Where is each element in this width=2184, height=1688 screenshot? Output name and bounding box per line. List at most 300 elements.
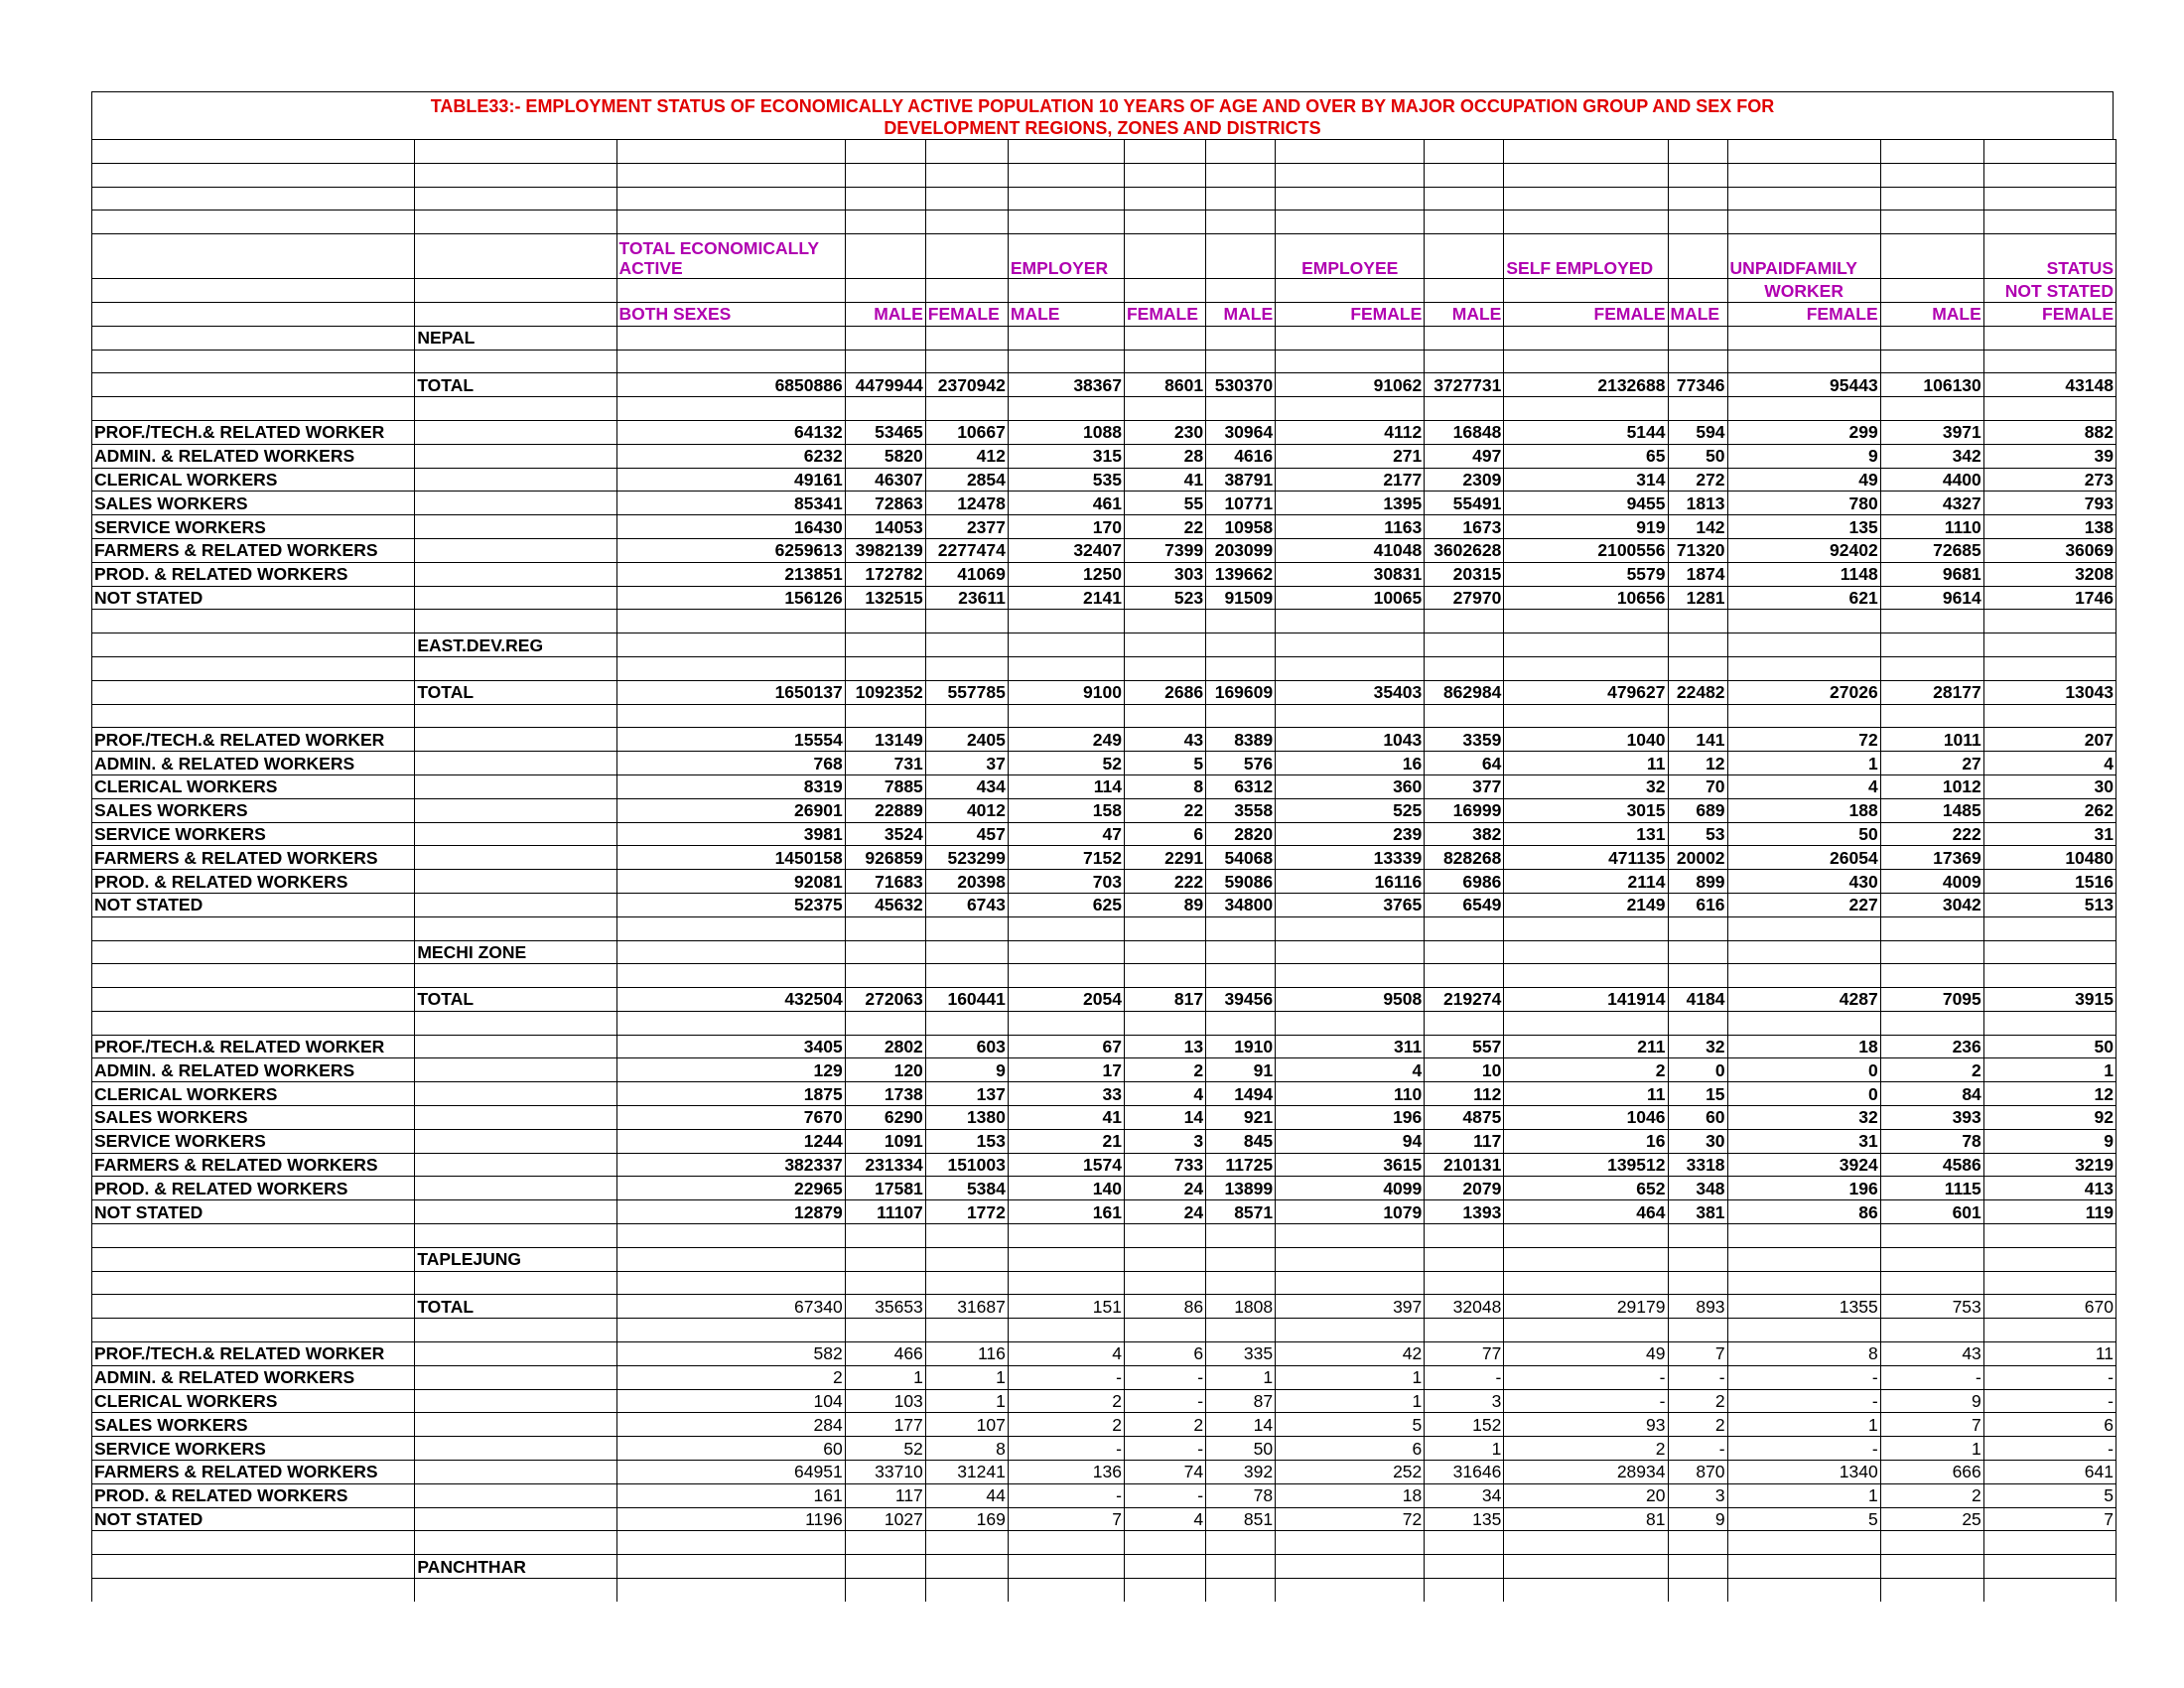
row-label: FARMERS & RELATED WORKERS	[92, 1153, 415, 1177]
value-cell: 30	[1668, 1129, 1727, 1153]
value-cell: 3971	[1880, 420, 1983, 444]
subheader-male: MALE	[1425, 302, 1504, 326]
value-cell: 4586	[1880, 1153, 1983, 1177]
value-cell: 25	[1880, 1507, 1983, 1531]
occupation-row	[92, 538, 2116, 562]
row-label: FARMERS & RELATED WORKERS	[92, 846, 415, 870]
value-cell: 35653	[845, 1295, 925, 1319]
value-cell: 210131	[1425, 1153, 1504, 1177]
value-cell: 2141	[1008, 586, 1124, 610]
value-cell: 2054	[1008, 988, 1124, 1012]
occupation-row	[92, 1177, 2116, 1200]
value-cell: 53465	[845, 420, 925, 444]
occupation-row	[92, 1389, 2116, 1413]
value-cell: 4327	[1880, 492, 1983, 515]
value-cell: 4184	[1668, 988, 1727, 1012]
section-name: NEPAL	[415, 326, 616, 350]
value-cell: 94	[1276, 1129, 1425, 1153]
value-cell: 2	[1504, 1437, 1668, 1461]
row-label: NOT STATED	[92, 586, 415, 610]
value-cell: 158	[1008, 798, 1124, 822]
value-cell: 28934	[1504, 1461, 1668, 1484]
value-cell: 5	[1124, 752, 1205, 775]
value-cell: 3602628	[1425, 538, 1504, 562]
value-cell: 3982139	[845, 538, 925, 562]
row-label: PROD. & RELATED WORKERS	[92, 562, 415, 586]
value-cell: 4	[1727, 774, 1880, 798]
value-cell: 141914	[1504, 988, 1668, 1012]
value-cell: 24	[1124, 1177, 1205, 1200]
row-label: PROD. & RELATED WORKERS	[92, 870, 415, 894]
value-cell: 1079	[1276, 1200, 1425, 1224]
value-cell: 284	[616, 1413, 845, 1437]
value-cell: 10065	[1276, 586, 1425, 610]
value-cell: -	[1425, 1365, 1504, 1389]
value-cell: 670	[1983, 1295, 2116, 1319]
value-cell: 54068	[1206, 846, 1276, 870]
value-cell: 20002	[1668, 846, 1727, 870]
value-cell: 26054	[1727, 846, 1880, 870]
value-cell: 11	[1504, 752, 1668, 775]
value-cell: -	[1124, 1483, 1205, 1507]
value-cell: 156126	[616, 586, 845, 610]
row-label: TOTAL	[415, 988, 616, 1012]
value-cell: 535	[1008, 468, 1124, 492]
value-cell: 106130	[1880, 373, 1983, 397]
value-cell: 22	[1124, 798, 1205, 822]
header-row-2	[92, 279, 2116, 303]
value-cell: 21	[1008, 1129, 1124, 1153]
occupation-row	[92, 420, 2116, 444]
value-cell: 41	[1124, 468, 1205, 492]
value-cell: -	[1880, 1365, 1983, 1389]
value-cell: 60	[1668, 1106, 1727, 1130]
value-cell: 1027	[845, 1507, 925, 1531]
value-cell: 1281	[1668, 586, 1727, 610]
section-header-row	[92, 1555, 2116, 1579]
row-label: SERVICE WORKERS	[92, 1129, 415, 1153]
value-cell: 10	[1425, 1058, 1504, 1082]
value-cell: 1746	[1983, 586, 2116, 610]
value-cell: 466	[845, 1342, 925, 1366]
value-cell: 430	[1727, 870, 1880, 894]
value-cell: 1	[845, 1365, 925, 1389]
value-cell: 793	[1983, 492, 2116, 515]
value-cell: 753	[1880, 1295, 1983, 1319]
value-cell: 20315	[1425, 562, 1504, 586]
value-cell: 117	[845, 1483, 925, 1507]
value-cell: 2	[1008, 1389, 1124, 1413]
value-cell: 703	[1008, 870, 1124, 894]
value-cell: 119	[1983, 1200, 2116, 1224]
occupation-row	[92, 586, 2116, 610]
row-label: PROF./TECH.& RELATED WORKER	[92, 1035, 415, 1058]
value-cell: 381	[1668, 1200, 1727, 1224]
value-cell: 72685	[1880, 538, 1983, 562]
value-cell: 28	[1124, 444, 1205, 468]
value-cell: 172782	[845, 562, 925, 586]
value-cell: 315	[1008, 444, 1124, 468]
value-cell: 43	[1880, 1342, 1983, 1366]
occupation-row	[92, 1106, 2116, 1130]
value-cell: 231334	[845, 1153, 925, 1177]
row-label: SALES WORKERS	[92, 798, 415, 822]
value-cell: 47	[1008, 822, 1124, 846]
row-label: FARMERS & RELATED WORKERS	[92, 538, 415, 562]
occupation-row	[92, 728, 2116, 752]
value-cell: 601	[1880, 1200, 1983, 1224]
occupation-row	[92, 1507, 2116, 1531]
value-cell: 50	[1206, 1437, 1276, 1461]
value-cell: -	[1668, 1365, 1727, 1389]
header-employee: EMPLOYEE	[1276, 234, 1425, 279]
value-cell: 92081	[616, 870, 845, 894]
value-cell: 8	[1727, 1342, 1880, 1366]
value-cell: 513	[1983, 893, 2116, 916]
value-cell: 85341	[616, 492, 845, 515]
value-cell: 6986	[1425, 870, 1504, 894]
value-cell: 397	[1276, 1295, 1425, 1319]
value-cell: 8319	[616, 774, 845, 798]
value-cell: 39	[1983, 444, 2116, 468]
value-cell: -	[1124, 1389, 1205, 1413]
value-cell: 152	[1425, 1413, 1504, 1437]
row-label: CLERICAL WORKERS	[92, 774, 415, 798]
subheader-male: MALE	[1008, 302, 1124, 326]
value-cell: 16	[1504, 1129, 1668, 1153]
subheader-male: MALE	[1668, 302, 1727, 326]
value-cell: 31	[1983, 822, 2116, 846]
header-row-1	[92, 234, 2116, 279]
section-header-row	[92, 940, 2116, 964]
value-cell: 9614	[1880, 586, 1983, 610]
value-cell: 8601	[1124, 373, 1205, 397]
value-cell: 30831	[1276, 562, 1425, 586]
value-cell: 1340	[1727, 1461, 1880, 1484]
value-cell: 3615	[1276, 1153, 1425, 1177]
value-cell: 464	[1504, 1200, 1668, 1224]
value-cell: 107	[925, 1413, 1008, 1437]
value-cell: 31646	[1425, 1461, 1504, 1484]
value-cell: 64132	[616, 420, 845, 444]
header-self-employed: SELF EMPLOYED	[1504, 234, 1668, 279]
value-cell: 4112	[1276, 420, 1425, 444]
value-cell: 15	[1668, 1082, 1727, 1106]
value-cell: 7	[1008, 1507, 1124, 1531]
blank-row	[92, 1271, 2116, 1295]
value-cell: 11107	[845, 1200, 925, 1224]
row-label: ADMIN. & RELATED WORKERS	[92, 444, 415, 468]
value-cell: 4875	[1425, 1106, 1504, 1130]
value-cell: 104	[616, 1389, 845, 1413]
value-cell: 211	[1504, 1035, 1668, 1058]
table-container	[91, 91, 2116, 1602]
value-cell: 6549	[1425, 893, 1504, 916]
value-cell: 3924	[1727, 1153, 1880, 1177]
value-cell: 2132688	[1504, 373, 1668, 397]
value-cell: 74	[1124, 1461, 1205, 1484]
value-cell: 7152	[1008, 846, 1124, 870]
row-label: TOTAL	[415, 1295, 616, 1319]
occupation-row	[92, 1342, 2116, 1366]
value-cell: 2802	[845, 1035, 925, 1058]
blank-row	[92, 1319, 2116, 1342]
row-label: SERVICE WORKERS	[92, 1437, 415, 1461]
value-cell: 13043	[1983, 680, 2116, 704]
value-cell: 9	[1983, 1129, 2116, 1153]
value-cell: 35403	[1276, 680, 1425, 704]
value-cell: 7399	[1124, 538, 1205, 562]
value-cell: 3015	[1504, 798, 1668, 822]
value-cell: 9	[925, 1058, 1008, 1082]
value-cell: 2177	[1276, 468, 1425, 492]
value-cell: 616	[1668, 893, 1727, 916]
value-cell: 196	[1727, 1177, 1880, 1200]
value-cell: 457	[925, 822, 1008, 846]
value-cell: 13339	[1276, 846, 1425, 870]
occupation-row	[92, 468, 2116, 492]
value-cell: 1355	[1727, 1295, 1880, 1319]
occupation-row	[92, 1129, 2116, 1153]
value-cell: 5384	[925, 1177, 1008, 1200]
value-cell: 86	[1727, 1200, 1880, 1224]
value-cell: 28177	[1880, 680, 1983, 704]
occupation-row	[92, 798, 2116, 822]
value-cell: 4012	[925, 798, 1008, 822]
value-cell: 34800	[1206, 893, 1276, 916]
value-cell: 22482	[1668, 680, 1727, 704]
value-cell: 49	[1727, 468, 1880, 492]
value-cell: 9508	[1276, 988, 1425, 1012]
value-cell: 870	[1668, 1461, 1727, 1484]
value-cell: 273	[1983, 468, 2116, 492]
value-cell: 70	[1668, 774, 1727, 798]
occupation-row	[92, 870, 2116, 894]
value-cell: 89	[1124, 893, 1205, 916]
value-cell: 60	[616, 1437, 845, 1461]
value-cell: 780	[1727, 492, 1880, 515]
value-cell: 851	[1206, 1507, 1276, 1531]
value-cell: 2149	[1504, 893, 1668, 916]
value-cell: 12478	[925, 492, 1008, 515]
occupation-row	[92, 1413, 2116, 1437]
row-label: CLERICAL WORKERS	[92, 468, 415, 492]
value-cell: 3359	[1425, 728, 1504, 752]
value-cell: 10958	[1206, 515, 1276, 539]
value-cell: 52	[1008, 752, 1124, 775]
value-cell: 523	[1124, 586, 1205, 610]
value-cell: 4479944	[845, 373, 925, 397]
value-cell: 91062	[1276, 373, 1425, 397]
value-cell: 335	[1206, 1342, 1276, 1366]
value-cell: 13149	[845, 728, 925, 752]
value-cell: 91509	[1206, 586, 1276, 610]
value-cell: 2079	[1425, 1177, 1504, 1200]
value-cell: 1772	[925, 1200, 1008, 1224]
value-cell: 689	[1668, 798, 1727, 822]
value-cell: 14	[1124, 1106, 1205, 1130]
value-cell: 72	[1276, 1507, 1425, 1531]
value-cell: 71320	[1668, 538, 1727, 562]
value-cell: 314	[1504, 468, 1668, 492]
value-cell: 2377	[925, 515, 1008, 539]
value-cell: 142	[1668, 515, 1727, 539]
row-label: NOT STATED	[92, 893, 415, 916]
occupation-row	[92, 492, 2116, 515]
value-cell: 46307	[845, 468, 925, 492]
value-cell: 161	[616, 1483, 845, 1507]
value-cell: 603	[925, 1035, 1008, 1058]
value-cell: 1046	[1504, 1106, 1668, 1130]
value-cell: 1380	[925, 1106, 1008, 1130]
value-cell: 49161	[616, 468, 845, 492]
value-cell: 4400	[1880, 468, 1983, 492]
value-cell: 136	[1008, 1461, 1124, 1484]
value-cell: 42	[1276, 1342, 1425, 1366]
value-cell: 4616	[1206, 444, 1276, 468]
value-cell: 6	[1983, 1413, 2116, 1437]
value-cell: 17581	[845, 1177, 925, 1200]
value-cell: 11	[1504, 1082, 1668, 1106]
value-cell: 3524	[845, 822, 925, 846]
value-cell: 41048	[1276, 538, 1425, 562]
value-cell: 342	[1880, 444, 1983, 468]
value-cell: 2	[1504, 1058, 1668, 1082]
value-cell: 30	[1983, 774, 2116, 798]
value-cell: 1040	[1504, 728, 1668, 752]
value-cell: 67340	[616, 1295, 845, 1319]
row-label: ADMIN. & RELATED WORKERS	[92, 1058, 415, 1082]
header-status: STATUS	[1983, 234, 2116, 279]
value-cell: 50	[1668, 444, 1727, 468]
value-cell: -	[1983, 1437, 2116, 1461]
value-cell: 17369	[1880, 846, 1983, 870]
value-cell: 9	[1880, 1389, 1983, 1413]
header-unpaid-family: UNPAIDFAMILY	[1727, 234, 1880, 279]
value-cell: 67	[1008, 1035, 1124, 1058]
value-cell: 893	[1668, 1295, 1727, 1319]
value-cell: 1485	[1880, 798, 1983, 822]
occupation-row	[92, 444, 2116, 468]
row-label: SALES WORKERS	[92, 1106, 415, 1130]
value-cell: 1673	[1425, 515, 1504, 539]
value-cell: 8	[1124, 774, 1205, 798]
value-cell: 3	[1124, 1129, 1205, 1153]
value-cell: 0	[1668, 1058, 1727, 1082]
value-cell: 78	[1206, 1483, 1276, 1507]
occupation-row	[92, 846, 2116, 870]
value-cell: 141	[1668, 728, 1727, 752]
value-cell: 530370	[1206, 373, 1276, 397]
value-cell: 1516	[1983, 870, 2116, 894]
table-body	[92, 140, 2116, 1602]
row-label: CLERICAL WORKERS	[92, 1389, 415, 1413]
value-cell: 1	[1276, 1365, 1425, 1389]
value-cell: -	[1504, 1365, 1668, 1389]
value-cell: 2	[1124, 1413, 1205, 1437]
value-cell: 7	[1668, 1342, 1727, 1366]
row-label: SERVICE WORKERS	[92, 822, 415, 846]
value-cell: 55491	[1425, 492, 1504, 515]
value-cell: 86	[1124, 1295, 1205, 1319]
value-cell: 899	[1668, 870, 1727, 894]
value-cell: 1	[925, 1365, 1008, 1389]
value-cell: 161	[1008, 1200, 1124, 1224]
value-cell: 38791	[1206, 468, 1276, 492]
value-cell: 87	[1206, 1389, 1276, 1413]
value-cell: 6259613	[616, 538, 845, 562]
value-cell: 1813	[1668, 492, 1727, 515]
row-label: PROF./TECH.& RELATED WORKER	[92, 420, 415, 444]
occupation-row	[92, 1035, 2116, 1058]
value-cell: 3318	[1668, 1153, 1727, 1177]
value-cell: 71683	[845, 870, 925, 894]
value-cell: 2686	[1124, 680, 1205, 704]
value-cell: 52	[845, 1437, 925, 1461]
value-cell: 36069	[1983, 538, 2116, 562]
value-cell: 4009	[1880, 870, 1983, 894]
value-cell: 41	[1008, 1106, 1124, 1130]
value-cell: 461	[1008, 492, 1124, 515]
value-cell: 137	[925, 1082, 1008, 1106]
value-cell: 227	[1727, 893, 1880, 916]
section-name: MECHI ZONE	[415, 940, 616, 964]
blank-row	[92, 610, 2116, 633]
value-cell: 92	[1983, 1106, 2116, 1130]
value-cell: 33	[1008, 1082, 1124, 1106]
blank-row	[92, 1579, 2116, 1602]
value-cell: 196	[1276, 1106, 1425, 1130]
value-cell: 3558	[1206, 798, 1276, 822]
value-cell: 412	[925, 444, 1008, 468]
value-cell: 30964	[1206, 420, 1276, 444]
value-cell: 1738	[845, 1082, 925, 1106]
value-cell: 303	[1124, 562, 1205, 586]
occupation-row	[92, 893, 2116, 916]
value-cell: 882	[1983, 420, 2116, 444]
value-cell: 6312	[1206, 774, 1276, 798]
occupation-row	[92, 1483, 2116, 1507]
subheader-male: MALE	[1206, 302, 1276, 326]
value-cell: 27026	[1727, 680, 1880, 704]
blank-row	[92, 1224, 2116, 1248]
value-cell: 1043	[1276, 728, 1425, 752]
value-cell: -	[1008, 1483, 1124, 1507]
value-cell: 22889	[845, 798, 925, 822]
value-cell: 14053	[845, 515, 925, 539]
value-cell: 6	[1124, 1342, 1205, 1366]
value-cell: 3219	[1983, 1153, 2116, 1177]
value-cell: 37	[925, 752, 1008, 775]
value-cell: 1875	[616, 1082, 845, 1106]
value-cell: 862984	[1425, 680, 1504, 704]
value-cell: 55	[1124, 492, 1205, 515]
value-cell: 2309	[1425, 468, 1504, 492]
value-cell: 1574	[1008, 1153, 1124, 1177]
occupation-row	[92, 1437, 2116, 1461]
value-cell: 9455	[1504, 492, 1668, 515]
value-cell: 222	[1124, 870, 1205, 894]
value-cell: 140	[1008, 1177, 1124, 1200]
value-cell: -	[1727, 1389, 1880, 1413]
value-cell: 4	[1124, 1507, 1205, 1531]
value-cell: 2	[1124, 1058, 1205, 1082]
value-cell: 432504	[616, 988, 845, 1012]
value-cell: 177	[845, 1413, 925, 1437]
value-cell: 4099	[1276, 1177, 1425, 1200]
value-cell: 13899	[1206, 1177, 1276, 1200]
blank-row	[92, 140, 2116, 164]
